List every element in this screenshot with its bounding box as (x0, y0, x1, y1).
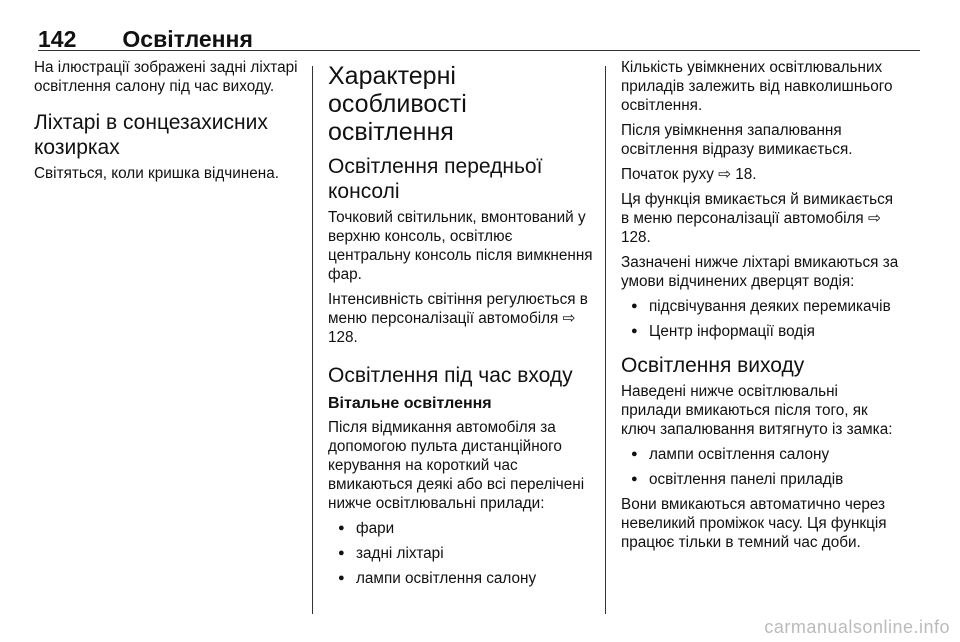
page-number: 142 (38, 26, 77, 52)
chapter-heading: Характерні особливості освітлення (328, 62, 467, 146)
paragraph: Після увімкнення запалювання освітлення відразу вимикається. (621, 122, 853, 158)
paragraph: Кількість увімкнених освітлювальних приладів залежить від навколишнього освітлення. (621, 59, 893, 114)
paragraph: Наведені нижче освітлювальні прилади вмикаються після того, як ключ запалювання витягнуто із замка: (621, 383, 893, 438)
paragraph: Вони вмикаються автоматично через невеликий проміжок часу. Ця функція працює тільки в темний час доби. (621, 496, 887, 551)
page-header (38, 26, 253, 53)
list-item: ● лампи освітлення салону (621, 445, 901, 464)
list-item: ● освітлення панелі приладів (621, 470, 901, 489)
column-1 (34, 58, 298, 189)
bullet-list (621, 297, 901, 341)
paragraph: Ця функція вмикається й вимикається в меню персоналізації автомобіля ⇨ 128. (621, 191, 894, 246)
column-2 (328, 58, 596, 594)
list-item: ● фари (328, 519, 596, 538)
page-title: Освітлення (122, 26, 253, 52)
bullet-list (328, 519, 596, 588)
column-3 (621, 58, 901, 558)
list-item: ● задні ліхтарі (328, 544, 596, 563)
section-heading: Ліхтарі в сонцезахисних козирках (34, 111, 268, 159)
paragraph: Після відмикання автомобіля за допомогою пульта дистанційного керування на короткий час вмикаються деякі або всі перелічені нижче освітлювальні прилади: (328, 419, 585, 512)
bullet-list (621, 445, 901, 489)
section-heading: Освітлення під час входу (328, 364, 573, 387)
column-divider-2 (605, 66, 606, 614)
paragraph: На ілюстрації зображені задні ліхтарі освітлення салону під час виходу. (34, 59, 298, 95)
paragraph: Зазначені нижче ліхтарі вмикаються за умови відчинених дверцят водія: (621, 254, 899, 290)
list-item: ● Центр інформації водія (621, 322, 901, 341)
section-heading: Освітлення виходу (621, 354, 805, 377)
header-rule (38, 50, 920, 51)
watermark: carmanualsonline.info (764, 617, 950, 637)
paragraph: Початок руху ⇨ 18. (621, 166, 757, 183)
section-heading: Освітлення передньої консолі (328, 155, 543, 203)
paragraph: Інтенсивність світіння регулюється в меню персоналізації автомобіля ⇨ 128. (328, 291, 588, 346)
paragraph: Точковий світильник, вмонтований у верхню консоль, освітлює центральну консоль після вимкнення фар. (328, 209, 593, 283)
subsection-heading: Вітальне освітлення (328, 395, 492, 412)
paragraph: Світяться, коли кришка відчинена. (34, 165, 279, 182)
list-item: ● підсвічування деяких перемикачів (621, 297, 901, 316)
column-divider-1 (312, 66, 313, 614)
list-item: ● лампи освітлення салону (328, 569, 596, 588)
